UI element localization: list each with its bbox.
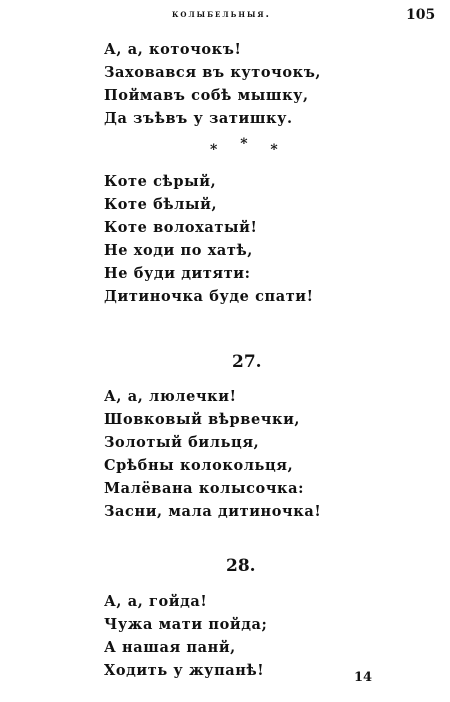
verse-line: Не ходи по хатѣ, — [104, 242, 253, 259]
stanza-separator — [210, 136, 287, 158]
verse-line: Золотый бильця, — [104, 434, 260, 451]
running-title: колыбельныя. — [172, 9, 272, 20]
verse-line: Малёвана колысочка: — [104, 480, 305, 497]
verse-line: Коте сѣрый, — [104, 173, 217, 190]
poem-28-stanza — [104, 590, 267, 682]
verse-line: А нашая панй, — [104, 639, 236, 656]
verse-line: А, а, гойда! — [104, 593, 208, 610]
verse-line: Шовковый вѣрвечки, — [104, 411, 301, 428]
page-number: 105 — [406, 7, 436, 23]
separator-star: * — [210, 142, 227, 158]
separator-star: * — [240, 136, 257, 152]
poem-number-28: 28. — [226, 556, 256, 576]
printer-signature-mark: 14 — [354, 670, 373, 685]
running-head — [0, 9, 450, 27]
verse-line: Не буди дитяти: — [104, 265, 251, 282]
verse-line: Коте волохатый! — [104, 219, 258, 236]
verse-line: А, а, люлечки! — [104, 388, 237, 405]
stanza-1 — [104, 38, 321, 130]
poem-number-27: 27. — [232, 352, 262, 372]
verse-line: Да зъѣвъ у затишку. — [104, 110, 293, 127]
verse-line: Ходить у жупанѣ! — [104, 662, 265, 679]
verse-line: Чужа мати пойда; — [104, 616, 268, 633]
verse-line: Дитиночка буде спати! — [104, 288, 314, 305]
verse-line: А, а, коточокъ! — [104, 41, 242, 58]
verse-line: Поймавъ собѣ мышку, — [104, 87, 309, 104]
verse-line: Коте бѣлый, — [104, 196, 218, 213]
stanza-2 — [104, 170, 314, 308]
verse-line: Заховався въ куточокъ, — [104, 64, 322, 81]
separator-star: * — [270, 142, 287, 158]
verse-line: Срѣбны колокольця, — [104, 457, 294, 474]
poem-27-stanza — [104, 385, 321, 523]
verse-line: Засни, мала дитиночка! — [104, 503, 322, 520]
